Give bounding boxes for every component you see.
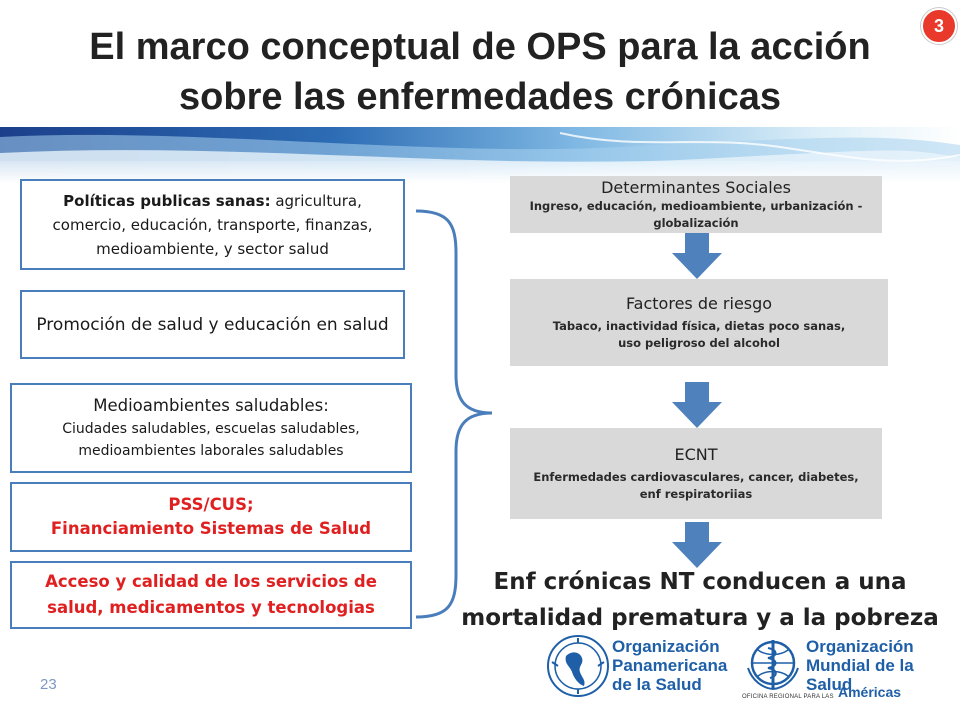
risk-factors-box: [510, 279, 888, 366]
ops-logo-text: [612, 637, 727, 694]
ops-emblem-icon: [546, 634, 610, 698]
healthy-environments-heading: Medioambientes saludables: [93, 396, 324, 415]
arrow-down-1: [672, 233, 722, 279]
policy-box-pss-cus: [10, 482, 412, 552]
health-promotion-text: Promoción de salud y educación en salud: [36, 314, 389, 335]
conclusion-line-2: mortalidad prematura y a la pobreza: [461, 605, 939, 631]
slide-title: [60, 22, 900, 122]
slide-number-badge: 3: [921, 8, 957, 44]
social-determinants-box: [510, 176, 882, 233]
ecnt-box: [510, 428, 882, 519]
access-quality-text: Acceso y calidad de los servicios de salud, medicamentos y tecnologias: [45, 572, 377, 617]
oms-line-1: Organización: [806, 637, 914, 656]
ecnt-title: ECNT: [674, 445, 718, 464]
ops-line-1: Organización: [612, 637, 720, 656]
oms-office-text: OFICINA REGIONAL PARA LAS: [742, 694, 834, 700]
social-determinants-detail: Ingreso, educación, medioambiente, urbanización - globalización: [529, 199, 863, 230]
ecnt-detail: Enfermedades cardiovasculares, cancer, diabetes, enf respiratoriias: [533, 470, 859, 501]
grouping-brace: [408, 205, 498, 625]
policy-box-health-promotion: [20, 290, 405, 359]
decorative-banner: [0, 127, 960, 183]
healthy-policies-heading: Políticas publicas sanas:: [63, 191, 271, 210]
oms-emblem-icon: [744, 634, 802, 692]
healthy-environments-detail: Ciudades saludables, escuelas saludables, medioambientes laborales saludables: [62, 421, 360, 459]
title-line-1: El marco conceptual de OPS para la acción: [89, 26, 871, 68]
healthy-environments-colon: :: [323, 396, 329, 415]
arrow-down-3: [672, 522, 722, 568]
policy-box-healthy-environments: [10, 383, 412, 473]
conclusion-line-1: Enf crónicas NT conducen a una: [493, 569, 907, 595]
health-financing-label: Financiamiento Sistemas de Salud: [50, 519, 372, 538]
policy-box-healthy-policies: [20, 179, 405, 270]
ops-line-3: de la Salud: [612, 675, 702, 694]
social-determinants-title: Determinantes Sociales: [601, 178, 791, 197]
conclusion-text: [440, 564, 960, 636]
risk-factors-detail: Tabaco, inactividad física, dietas poco sanas, uso peligroso del alcohol: [552, 319, 846, 350]
risk-factors-title: Factores de riesgo: [625, 294, 773, 313]
oms-line-2: Mundial de la Salud: [806, 656, 914, 694]
ops-line-2: Panamericana: [612, 656, 728, 675]
arrow-down-2: [672, 382, 722, 428]
oms-region-text: Américas: [838, 684, 902, 700]
page-number: 23: [40, 676, 57, 693]
title-line-2: sobre las enfermedades crónicas: [179, 76, 781, 118]
pss-cus-label: PSS/CUS;: [168, 495, 254, 514]
healthy-policies-detail: agricultura, comercio, educación, transporte, finanzas, medioambiente, y sector salud: [52, 191, 373, 258]
policy-box-access-quality: [10, 561, 412, 629]
